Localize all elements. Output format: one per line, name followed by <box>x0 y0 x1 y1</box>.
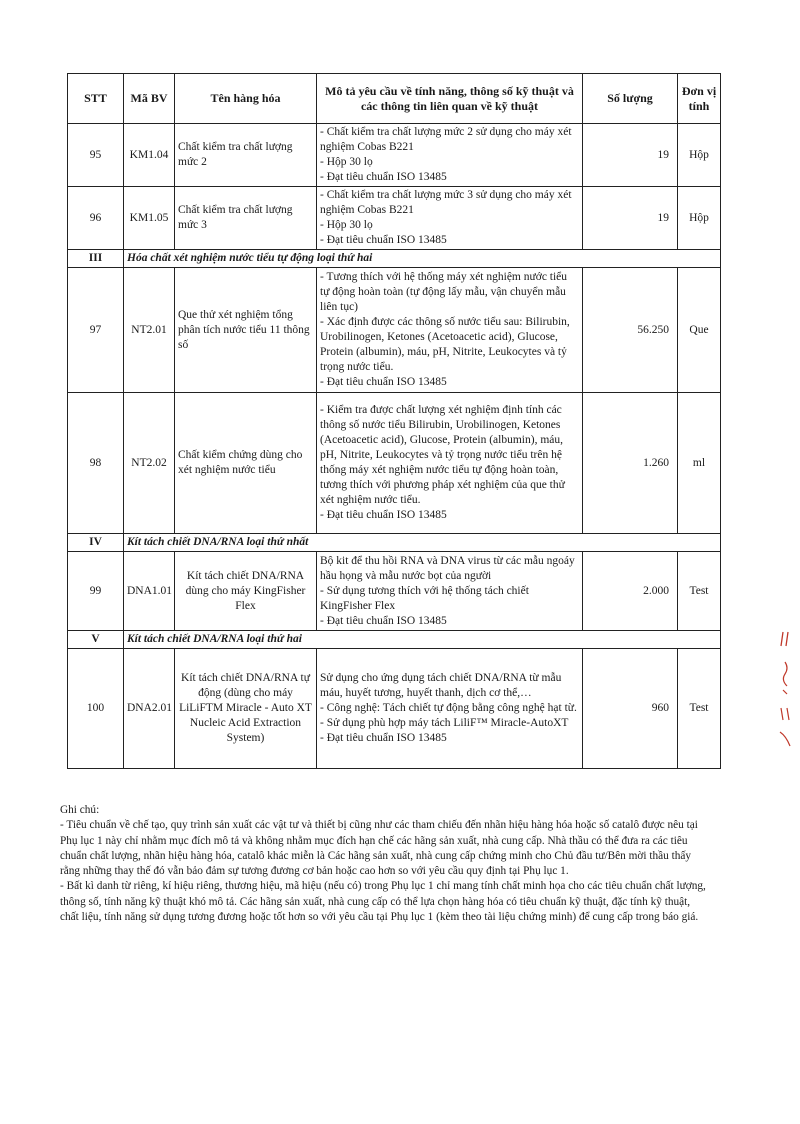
cell-stt: 100 <box>68 649 124 769</box>
cell-so-luong: 19 <box>583 124 678 187</box>
notes-paragraph: - Tiêu chuẩn về chế tạo, quy trình sản xuất các vật tư và thiết bị cũng như các tham chiếu đến nhãn hiệu hàng hóa hoặc số catalô được nêu tại Phụ lục 1 này chỉ nhằm mục đích mô tả và không nhằm mục đích hạn chế các hãng sản xuất, nhà cung cấp. Nhà thầu có thể đưa ra các tiêu chuẩn chất lượng, nhãn hiệu hàng hóa, catalô khác miễn là Các hãng sản xuất, nhà cung cấp chứng minh cho Chủ đầu tư/Bên mời thầu thấy rằng những thay thế đó vẫn bảo đảm sự tương đương cơ bản hoặc cao hơn so với yêu cầu quy định tại Phụ lục 1. <box>60 819 698 878</box>
cell-don-vi: Test <box>678 649 721 769</box>
table-row <box>68 187 721 250</box>
cell-mo-ta <box>317 124 583 187</box>
desc-line: - Đạt tiêu chuẩn ISO 13485 <box>320 171 447 183</box>
section-row <box>68 534 721 552</box>
header-stt: STT <box>68 74 124 124</box>
cell-ten-hang-hoa: Chất kiểm tra chất lượng mức 3 <box>175 187 317 250</box>
section-row <box>68 631 721 649</box>
product-spec-table <box>67 73 721 769</box>
cell-stt: 97 <box>68 268 124 393</box>
desc-line: - Sử dụng phù hợp máy tách LiliF™ Miracle-AutoXT <box>320 717 569 729</box>
cell-ten-hang-hoa: Kít tách chiết DNA/RNA tự động (dùng cho máy LiLiFTM Miracle - Auto XT Nucleic Acid Extraction System) <box>175 649 317 769</box>
desc-line: - Sử dụng tương thích với hệ thống tách chiết KingFisher Flex <box>320 584 529 612</box>
cell-stt: 98 <box>68 393 124 534</box>
cell-mo-ta <box>317 393 583 534</box>
section-row <box>68 250 721 268</box>
section-number: IV <box>68 534 124 552</box>
cell-ma-bv: DNA2.01 <box>124 649 175 769</box>
cell-so-luong: 56.250 <box>583 268 678 393</box>
header-so-luong: Số lượng <box>583 74 678 124</box>
table-row <box>68 268 721 393</box>
desc-line: - Chất kiểm tra chất lượng mức 2 sử dụng cho máy xét nghiệm Cobas B221 <box>320 126 572 153</box>
header-mo-ta: Mô tả yêu cầu về tính năng, thông số kỹ thuật và các thông tin liên quan về kỹ thuật <box>317 74 583 124</box>
cell-don-vi: Hộp <box>678 187 721 250</box>
cell-ten-hang-hoa: Kít tách chiết DNA/RNA dùng cho máy KingFisher Flex <box>175 552 317 631</box>
desc-line: - Đạt tiêu chuẩn ISO 13485 <box>320 614 447 627</box>
table-row <box>68 124 721 187</box>
table-row <box>68 552 721 631</box>
cell-ma-bv: NT2.02 <box>124 393 175 534</box>
notes-paragraph: - Bất kì danh từ riêng, kí hiệu riêng, thương hiệu, mã hiệu (nếu có) trong Phụ lục 1 chỉ mang tính chất minh họa cho các tiêu chuẩn chất lượng, thông số, tính năng kỹ thuật khó mô tả. Các hãng sản xuất, nhà cung cấp có thể lựa chọn hàng hóa có tiêu chuẩn kỹ thuật, đặc tính kỹ thuật, chất liệu, tính năng sử dụng tương đương hoặc tốt hơn so với yêu cầu tại Phụ lục 1 (kèm theo tài liệu chứng minh) để cung cấp trong báo giá. <box>60 880 706 924</box>
handwritten-margin-mark <box>777 628 799 758</box>
desc-line: - Hộp 30 lọ <box>320 156 373 168</box>
cell-stt: 95 <box>68 124 124 187</box>
table-row <box>68 393 721 534</box>
desc-line: - Hộp 30 lọ <box>320 219 373 231</box>
cell-don-vi: ml <box>678 393 721 534</box>
cell-ten-hang-hoa: Chất kiểm chứng dùng cho xét nghiệm nước tiểu <box>175 393 317 534</box>
cell-ma-bv: KM1.05 <box>124 187 175 250</box>
cell-mo-ta <box>317 552 583 631</box>
desc-line: - Kiểm tra được chất lượng xét nghiệm định tính các thông số nước tiểu Bilirubin, Urobilinogen, Ketones (Acetoacetic acid), Glucose, Protein (albumin), máu, pH, Nitrite, Leukocytes và tỷ trọng nước tiểu trên hệ thống máy xét nghiệm nước tiểu tự động hoàn toàn, tương thích với phương pháp xét nghiệm của que thử xét nghiệm nước tiểu. <box>320 404 565 506</box>
desc-line: Sử dụng cho ứng dụng tách chiết DNA/RNA từ mẫu máu, huyết tương, huyết thanh, dịch cơ thể,… <box>320 672 562 699</box>
header-don-vi: Đơn vị tính <box>678 74 721 124</box>
section-title: Kít tách chiết DNA/RNA loại thứ hai <box>124 631 721 649</box>
desc-line: - Xác định được các thông số nước tiểu sau: Bilirubin, Urobilinogen, Ketones (Acetoacetic acid), Glucose, Protein (albumin), máu, pH, Nitrite, Leukocytes và tỷ trọng nước tiểu. <box>320 316 570 373</box>
cell-ma-bv: NT2.01 <box>124 268 175 393</box>
desc-line: - Chất kiểm tra chất lượng mức 3 sử dụng cho máy xét nghiệm Cobas B221 <box>320 189 572 216</box>
cell-ma-bv: DNA1.01 <box>124 552 175 631</box>
desc-line: Bộ kit để thu hồi RNA và DNA virus từ các mẫu ngoáy hầu họng và mẫu nước bọt của người <box>320 554 575 582</box>
header-ten-hang-hoa: Tên hàng hóa <box>175 74 317 124</box>
cell-don-vi: Que <box>678 268 721 393</box>
cell-mo-ta <box>317 649 583 769</box>
notes-section <box>60 803 710 925</box>
table-row <box>68 649 721 769</box>
desc-line: - Đạt tiêu chuẩn ISO 13485 <box>320 376 447 388</box>
desc-line: - Tương thích với hệ thống máy xét nghiệm nước tiểu tự động hoàn toàn (tự động lấy mẫu, vận chuyển mẫu liên tục) <box>320 271 568 313</box>
header-ma-bv: Mã BV <box>124 74 175 124</box>
cell-don-vi: Hộp <box>678 124 721 187</box>
table-header-row <box>68 74 721 124</box>
cell-ten-hang-hoa: Chất kiểm tra chất lượng mức 2 <box>175 124 317 187</box>
cell-stt: 99 <box>68 552 124 631</box>
cell-stt: 96 <box>68 187 124 250</box>
desc-line: - Đạt tiêu chuẩn ISO 13485 <box>320 509 447 521</box>
cell-so-luong: 2.000 <box>583 552 678 631</box>
cell-mo-ta <box>317 268 583 393</box>
desc-line: - Đạt tiêu chuẩn ISO 13485 <box>320 732 447 744</box>
desc-line: - Đạt tiêu chuẩn ISO 13485 <box>320 234 447 246</box>
section-number: III <box>68 250 124 268</box>
desc-line: - Công nghệ: Tách chiết tự động bằng công nghệ hạt từ. <box>320 702 577 714</box>
cell-ma-bv: KM1.04 <box>124 124 175 187</box>
notes-title: Ghi chú: <box>60 804 100 816</box>
section-title: Kít tách chiết DNA/RNA loại thứ nhất <box>124 534 721 552</box>
cell-mo-ta <box>317 187 583 250</box>
cell-don-vi: Test <box>678 552 721 631</box>
cell-ten-hang-hoa: Que thử xét nghiệm tổng phân tích nước tiểu 11 thông số <box>175 268 317 393</box>
cell-so-luong: 960 <box>583 649 678 769</box>
cell-so-luong: 1.260 <box>583 393 678 534</box>
section-title: Hóa chất xét nghiệm nước tiểu tự động loại thứ hai <box>124 250 721 268</box>
cell-so-luong: 19 <box>583 187 678 250</box>
section-number: V <box>68 631 124 649</box>
